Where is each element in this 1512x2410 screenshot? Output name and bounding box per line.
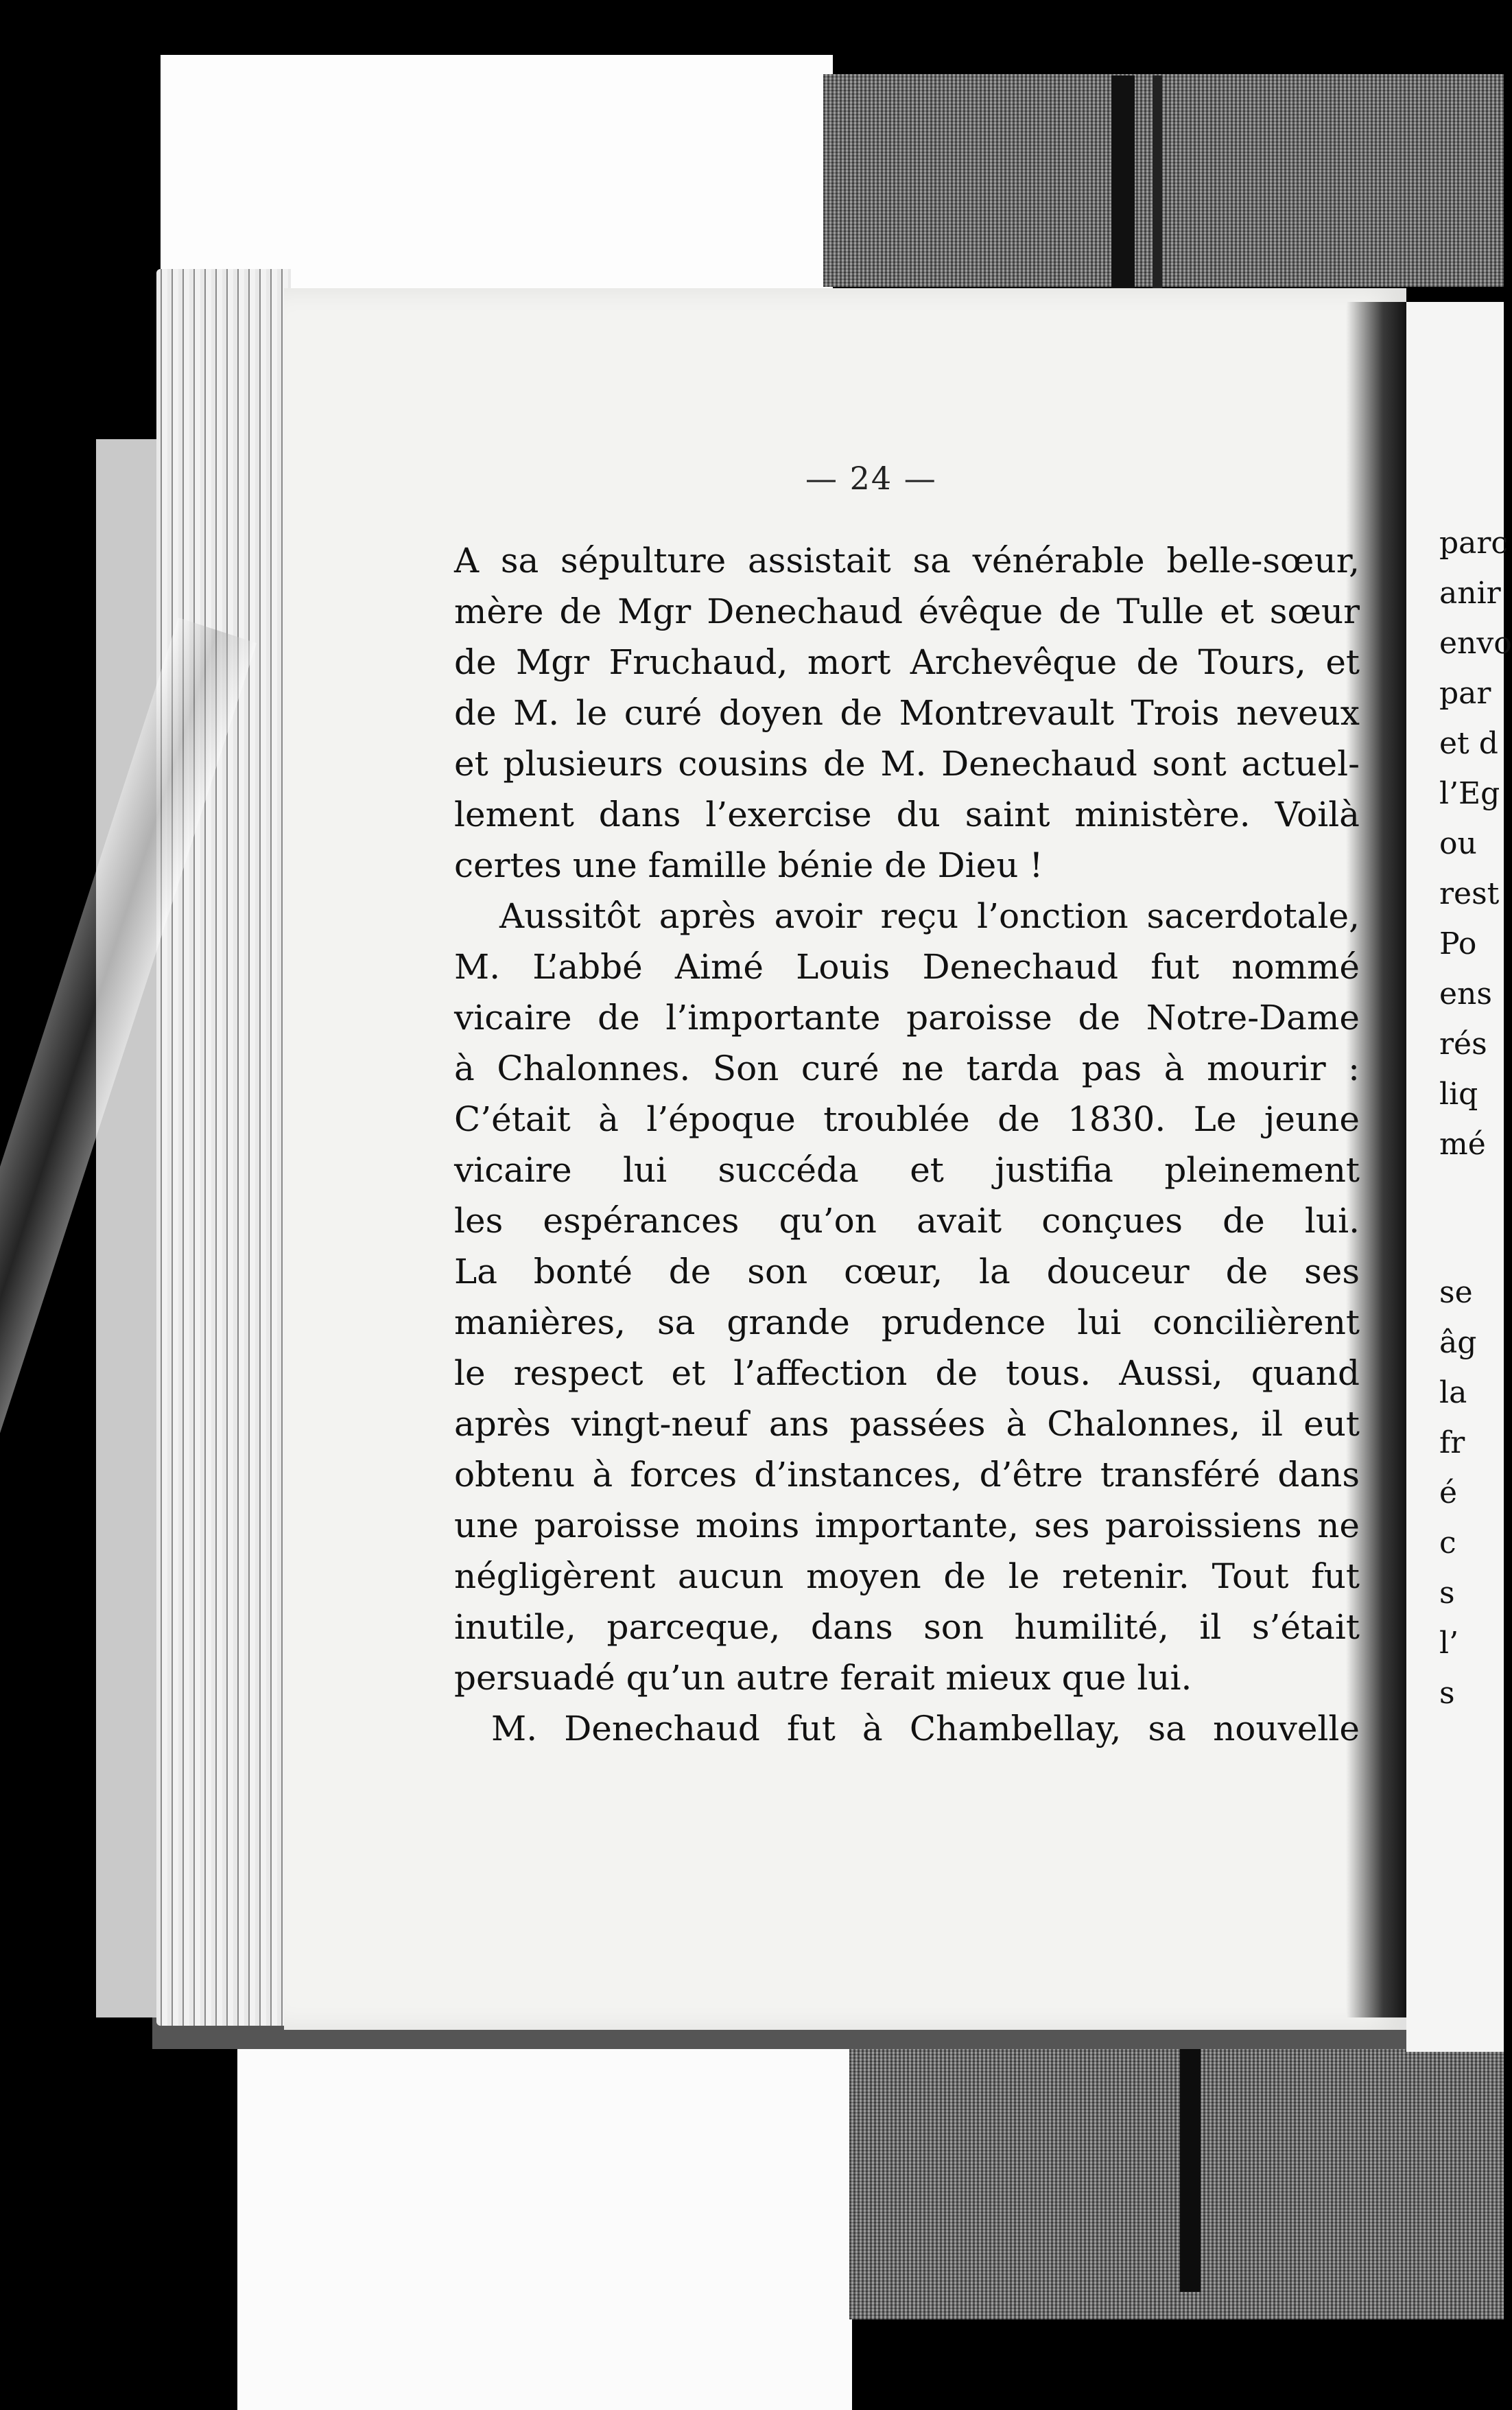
text-line: manières, sa grande prudence lui concilièrent — [454, 1302, 1360, 1342]
text-line: C’était à l’époque troublée de 1830. Le jeune — [454, 1099, 1360, 1139]
facing-fragment: c — [1439, 1525, 1456, 1560]
text-line: et plusieurs cousins de M. Denechaud sont actuel- — [454, 744, 1360, 784]
page-stack-edges — [156, 269, 291, 2026]
text-line: obtenu à forces d’instances, d’être transféré dans — [454, 1455, 1360, 1495]
facing-fragment: par — [1439, 676, 1491, 711]
text-line: vicaire lui succéda et justifia pleinement — [454, 1150, 1360, 1190]
text-line: Aussitôt après avoir reçu l’onction sacerdotale, — [499, 896, 1360, 936]
facing-fragment: ens — [1439, 976, 1492, 1011]
text-line: lement dans l’exercise du saint ministère. Voilà — [454, 795, 1360, 834]
text-line: une paroisse moins importante, ses paroissiens ne — [454, 1506, 1360, 1545]
facing-fragment: s — [1439, 1576, 1455, 1611]
facing-fragment: rest — [1439, 876, 1500, 911]
facing-fragment: é — [1439, 1475, 1458, 1510]
paper-slip-top — [161, 55, 833, 288]
facing-fragment: âg — [1439, 1325, 1477, 1360]
text-line: mère de Mgr Denechaud évêque de Tulle et sœur — [454, 592, 1360, 631]
facing-fragment: et d — [1439, 726, 1498, 761]
facing-fragment: fr — [1439, 1425, 1465, 1460]
cloth-spine-top — [823, 74, 1504, 287]
facing-fragment: se — [1439, 1275, 1473, 1310]
text-line: La bonté de son cœur, la douceur de ses — [454, 1252, 1360, 1291]
text-line: persuadé qu’un autre ferait mieux que lui. — [454, 1658, 1192, 1698]
text-line: de M. le curé doyen de Montrevault Trois neveux — [454, 693, 1360, 733]
facing-fragment: rés — [1439, 1027, 1487, 1062]
text-line: les espérances qu’on avait conçues de lui. — [454, 1201, 1360, 1241]
facing-fragment: l’Eg — [1439, 776, 1500, 811]
text-line: inutile, parceque, dans son humilité, il s’était — [454, 1607, 1360, 1647]
facing-fragment: parc — [1439, 526, 1509, 561]
text-line: vicaire de l’importante paroisse de Notre-Dame — [454, 998, 1360, 1038]
facing-fragment: s — [1439, 1676, 1455, 1711]
page-number: — 24 — — [805, 460, 937, 497]
facing-fragment: Po — [1439, 926, 1477, 961]
text-line: négligèrent aucun moyen de le retenir. Tout fut — [454, 1556, 1360, 1596]
facing-fragment: envo — [1439, 626, 1512, 661]
spine-tear — [1111, 75, 1135, 288]
book-cover-left — [96, 439, 165, 2017]
paper-slip-bottom — [237, 2031, 852, 2410]
text-line: A sa sépulture assistait sa vénérable belle-sœur, — [454, 541, 1360, 581]
spine-tear — [1180, 2045, 1201, 2292]
facing-fragment: liq — [1439, 1077, 1478, 1112]
text-line: le respect et l’affection de tous. Aussi, quand — [454, 1353, 1360, 1393]
text-line: M. Denechaud fut à Chambellay, sa nouvelle — [491, 1709, 1360, 1748]
facing-fragment: la — [1439, 1375, 1467, 1410]
text-line: certes une famille bénie de Dieu ! — [454, 845, 1043, 885]
spine-tear — [1153, 75, 1162, 288]
text-line: à Chalonnes. Son curé ne tarda pas à mourir : — [454, 1049, 1360, 1088]
facing-fragment: anir — [1439, 576, 1501, 611]
cloth-spine-bottom — [849, 2031, 1504, 2319]
facing-fragment: mé — [1439, 1127, 1486, 1162]
facing-fragment: l’ — [1439, 1626, 1459, 1661]
text-line: après vingt-neuf ans passées à Chalonnes, il eut — [454, 1404, 1360, 1444]
facing-page — [1406, 302, 1512, 2052]
text-line: M. L’abbé Aimé Louis Denechaud fut nommé — [454, 947, 1360, 987]
facing-fragment: ou — [1439, 826, 1477, 861]
text-line: de Mgr Fruchaud, mort Archevêque de Tours, et — [454, 642, 1360, 682]
